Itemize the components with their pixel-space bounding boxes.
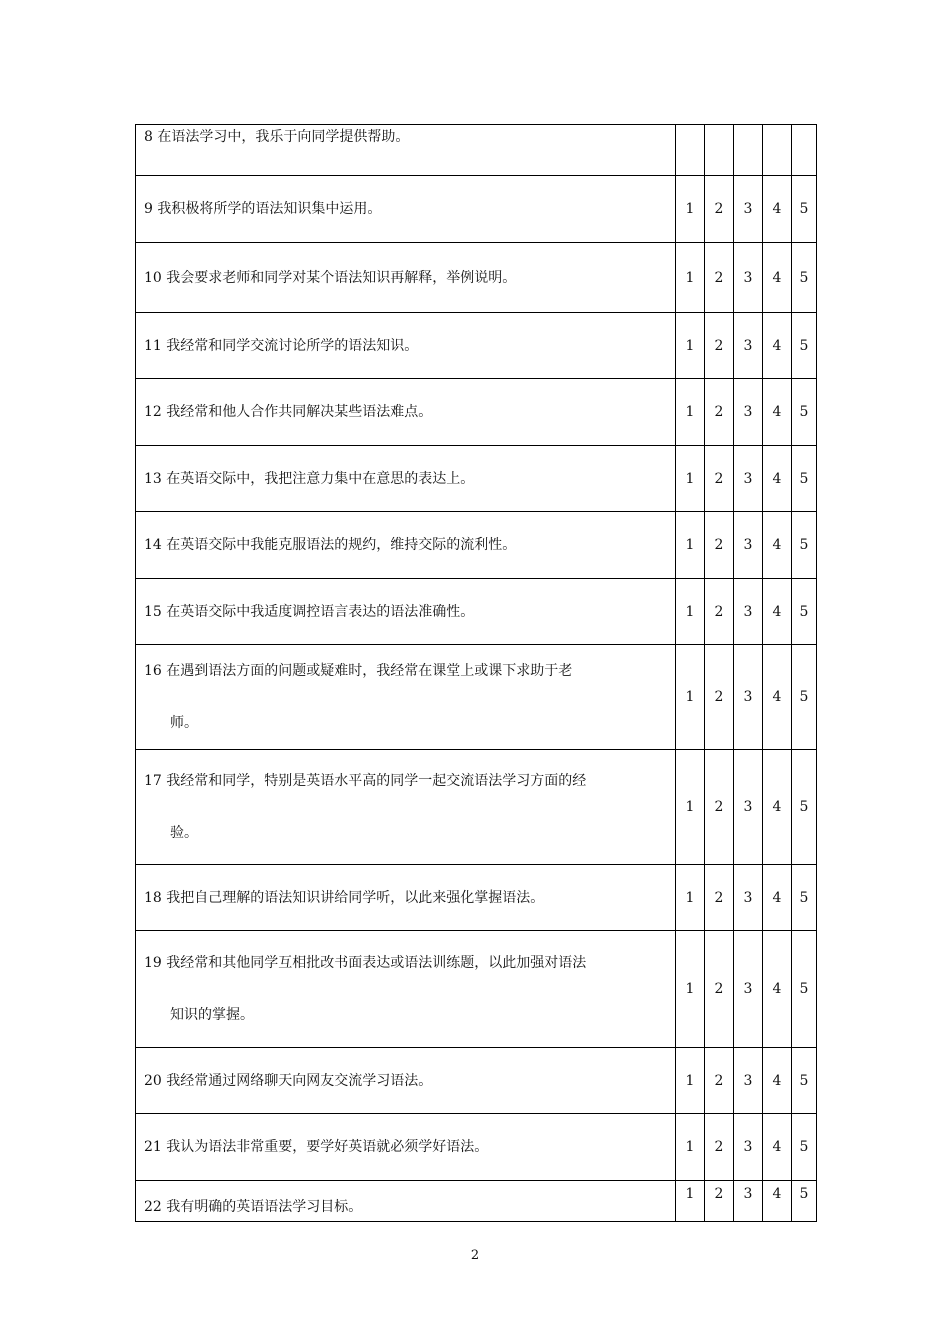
rating-option-1[interactable]: 1: [676, 1114, 705, 1181]
question-text: [136, 1048, 676, 1114]
rating-option-4[interactable]: 4: [763, 379, 792, 446]
rating-option-1[interactable]: 1: [676, 379, 705, 446]
rating-option-5: [792, 125, 817, 176]
table-row: [136, 579, 817, 645]
question-line: 20 我经常通过网络聊天向网友交流学习语法。: [144, 1072, 433, 1089]
question-line: 11 我经常和同学交流讨论所学的语法知识。: [144, 337, 419, 354]
rating-option-3[interactable]: 3: [734, 579, 763, 645]
rating-option-1[interactable]: 1: [676, 1048, 705, 1114]
rating-option-3: [734, 125, 763, 176]
rating-option-1: [676, 125, 705, 176]
rating-option-5[interactable]: 5: [792, 1114, 817, 1181]
rating-option-2[interactable]: 2: [705, 379, 734, 446]
question-line: 10 我会要求老师和同学对某个语法知识再解释，举例说明。: [144, 269, 517, 286]
question-text: [136, 931, 676, 1048]
rating-option-1[interactable]: 1: [676, 865, 705, 931]
question-text: [136, 379, 676, 446]
table-row: [136, 243, 817, 313]
questionnaire-table: [135, 124, 817, 1222]
question-text: [136, 176, 676, 243]
question-line: 17 我经常和同学，特别是英语水平高的同学一起交流语法学习方面的经: [144, 773, 587, 789]
rating-option-4: [763, 125, 792, 176]
question-text: [136, 313, 676, 379]
rating-option-1[interactable]: 1: [676, 176, 705, 243]
question-text: [136, 446, 676, 512]
table-row: [136, 750, 817, 865]
table-row: [136, 313, 817, 379]
rating-option-2[interactable]: 2: [705, 1114, 734, 1181]
page-number: 2: [470, 1248, 480, 1263]
rating-option-3[interactable]: 3: [734, 750, 763, 865]
question-line: 19 我经常和其他同学互相批改书面表达或语法训练题，以此加强对语法: [144, 955, 587, 971]
rating-option-1[interactable]: 1: [676, 579, 705, 645]
rating-option-4[interactable]: 4: [763, 446, 792, 512]
question-text: [136, 865, 676, 931]
rating-option-3[interactable]: 3: [734, 931, 763, 1048]
rating-option-1[interactable]: 1: [676, 512, 705, 579]
rating-option-4[interactable]: 4: [763, 176, 792, 243]
rating-option-1[interactable]: 1: [676, 313, 705, 379]
questionnaire-sheet: [135, 124, 816, 1222]
rating-option-4[interactable]: 4: [763, 645, 792, 750]
rating-option-1[interactable]: 1: [676, 931, 705, 1048]
table-row: [136, 512, 817, 579]
question-line: 16 在遇到语法方面的问题或疑难时，我经常在课堂上或课下求助于老: [144, 663, 573, 679]
question-line: 12 我经常和他人合作共同解决某些语法难点。: [144, 404, 433, 420]
rating-option-3[interactable]: 3: [734, 512, 763, 579]
rating-option-2[interactable]: 2: [705, 750, 734, 865]
rating-option-4[interactable]: 4: [763, 512, 792, 579]
rating-option-3[interactable]: 3: [734, 379, 763, 446]
rating-option-3[interactable]: 3: [734, 645, 763, 750]
rating-option-5[interactable]: 5: [792, 579, 817, 645]
rating-option-2[interactable]: 2: [705, 243, 734, 313]
rating-option-5[interactable]: 5: [792, 379, 817, 446]
question-line: 15 在英语交际中我适度调控语言表达的语法准确性。: [144, 603, 475, 620]
rating-option-2[interactable]: 2: [705, 1181, 734, 1222]
table-row: [136, 1181, 817, 1222]
table-row: [136, 176, 817, 243]
table-row: [136, 645, 817, 750]
rating-option-5[interactable]: 5: [792, 931, 817, 1048]
rating-option-2: [705, 125, 734, 176]
rating-option-5[interactable]: 5: [792, 313, 817, 379]
question-line: 验。: [170, 825, 198, 841]
rating-option-2[interactable]: 2: [705, 931, 734, 1048]
question-line: 9 我积极将所学的语法知识集中运用。: [144, 201, 382, 217]
table-row: [136, 931, 817, 1048]
rating-option-5[interactable]: 5: [792, 865, 817, 931]
question-text: [136, 512, 676, 579]
rating-option-3[interactable]: 3: [734, 176, 763, 243]
rating-option-3[interactable]: 3: [734, 313, 763, 379]
rating-option-4[interactable]: 4: [763, 865, 792, 931]
rating-option-3[interactable]: 3: [734, 1114, 763, 1181]
rating-option-5[interactable]: 5: [792, 1181, 817, 1222]
question-text: [136, 645, 676, 750]
rating-option-1[interactable]: 1: [676, 750, 705, 865]
rating-option-3[interactable]: 3: [734, 446, 763, 512]
question-line: 8 在语法学习中，我乐于向同学提供帮助。: [144, 129, 410, 145]
rating-option-5[interactable]: 5: [792, 645, 817, 750]
question-line: 14 在英语交际中我能克服语法的规约，维持交际的流利性。: [144, 537, 517, 553]
rating-option-2[interactable]: 2: [705, 446, 734, 512]
question-text: [136, 750, 676, 865]
question-text: [136, 1181, 676, 1222]
question-line: 21 我认为语法非常重要，要学好英语就必须学好语法。: [144, 1139, 489, 1155]
question-text: [136, 243, 676, 313]
rating-option-2[interactable]: 2: [705, 512, 734, 579]
rating-option-3[interactable]: 3: [734, 865, 763, 931]
table-row: [136, 125, 817, 176]
table-row: [136, 1048, 817, 1114]
question-line: 13 在英语交际中，我把注意力集中在意思的表达上。: [144, 470, 475, 487]
rating-option-1[interactable]: 1: [676, 1181, 705, 1222]
question-text: [136, 1114, 676, 1181]
table-row: [136, 1114, 817, 1181]
rating-option-5[interactable]: 5: [792, 512, 817, 579]
rating-option-5[interactable]: 5: [792, 176, 817, 243]
question-line: 22 我有明确的英语语法学习目标。: [144, 1199, 363, 1215]
rating-option-3[interactable]: 3: [734, 1181, 763, 1222]
table-row: [136, 379, 817, 446]
rating-option-4[interactable]: 4: [763, 313, 792, 379]
rating-option-4[interactable]: 4: [763, 931, 792, 1048]
rating-option-2[interactable]: 2: [705, 579, 734, 645]
rating-option-1[interactable]: 1: [676, 645, 705, 750]
rating-option-5[interactable]: 5: [792, 243, 817, 313]
rating-option-3[interactable]: 3: [734, 1048, 763, 1114]
rating-option-5[interactable]: 5: [792, 446, 817, 512]
rating-option-3[interactable]: 3: [734, 243, 763, 313]
rating-option-2[interactable]: 2: [705, 176, 734, 243]
rating-option-4[interactable]: 4: [763, 243, 792, 313]
rating-option-4[interactable]: 4: [763, 1114, 792, 1181]
question-line: 师。: [170, 715, 198, 731]
rating-option-2[interactable]: 2: [705, 1048, 734, 1114]
question-line: 知识的掌握。: [170, 1007, 254, 1023]
question-text: [136, 579, 676, 645]
table-row: [136, 865, 817, 931]
rating-option-2[interactable]: 2: [705, 645, 734, 750]
rating-option-1[interactable]: 1: [676, 243, 705, 313]
rating-option-1[interactable]: 1: [676, 446, 705, 512]
rating-option-5[interactable]: 5: [792, 1048, 817, 1114]
table-row: [136, 446, 817, 512]
rating-option-5[interactable]: 5: [792, 750, 817, 865]
question-text: [136, 125, 676, 176]
rating-option-2[interactable]: 2: [705, 313, 734, 379]
rating-option-4[interactable]: 4: [763, 579, 792, 645]
rating-option-4[interactable]: 4: [763, 750, 792, 865]
rating-option-4[interactable]: 4: [763, 1048, 792, 1114]
question-line: 18 我把自己理解的语法知识讲给同学听，以此来强化掌握语法。: [144, 889, 545, 906]
rating-option-4[interactable]: 4: [763, 1181, 792, 1222]
rating-option-2[interactable]: 2: [705, 865, 734, 931]
